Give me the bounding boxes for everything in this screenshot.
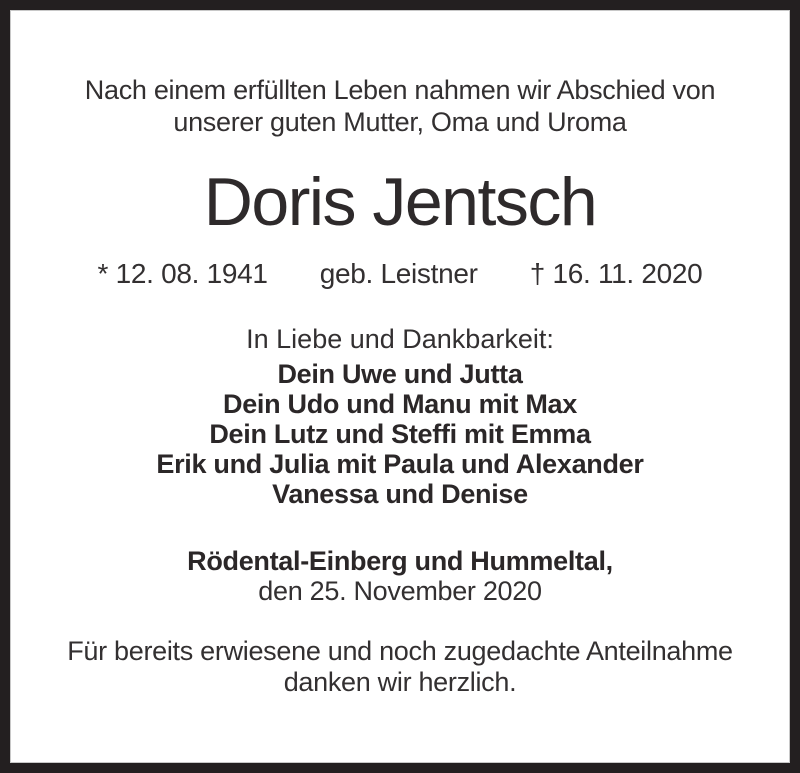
date-line: den 25. November 2020 [258,576,542,606]
mourner-line: Dein Lutz und Steffi mit Emma [209,419,591,449]
place-and-date [0,546,800,606]
maiden-name: geb. Leistner [319,258,478,289]
mourners-list [0,359,800,509]
thanks-line-2: danken wir herzlich. [283,667,517,697]
life-dates-row [0,258,800,290]
intro-line-1: Nach einem erfüllten Leben nahmen wir Abschied von [84,75,716,105]
mourner-line: Dein Udo und Manu mit Max [223,389,577,419]
deceased-name: Doris Jentsch [203,164,597,240]
death-date: † 16. 11. 2020 [529,258,703,289]
thanks-line-1: Für bereits erwiesene und noch zugedachte Anteilnahme [67,636,733,666]
intro-line-2: unserer guten Mutter, Oma und Uroma [173,107,627,137]
place-line: Rödental-Einberg und Hummeltal, [187,546,613,576]
birth-date: * 12. 08. 1941 [97,258,268,289]
intro-text [0,74,800,138]
mourner-line: Dein Uwe und Jutta [277,359,523,389]
mourner-line: Erik und Julia mit Paula und Alexander [156,449,644,479]
salutation: In Liebe und Dankbarkeit: [246,324,554,354]
thanks-text [0,636,800,698]
mourner-line: Vanessa und Denise [272,479,528,509]
